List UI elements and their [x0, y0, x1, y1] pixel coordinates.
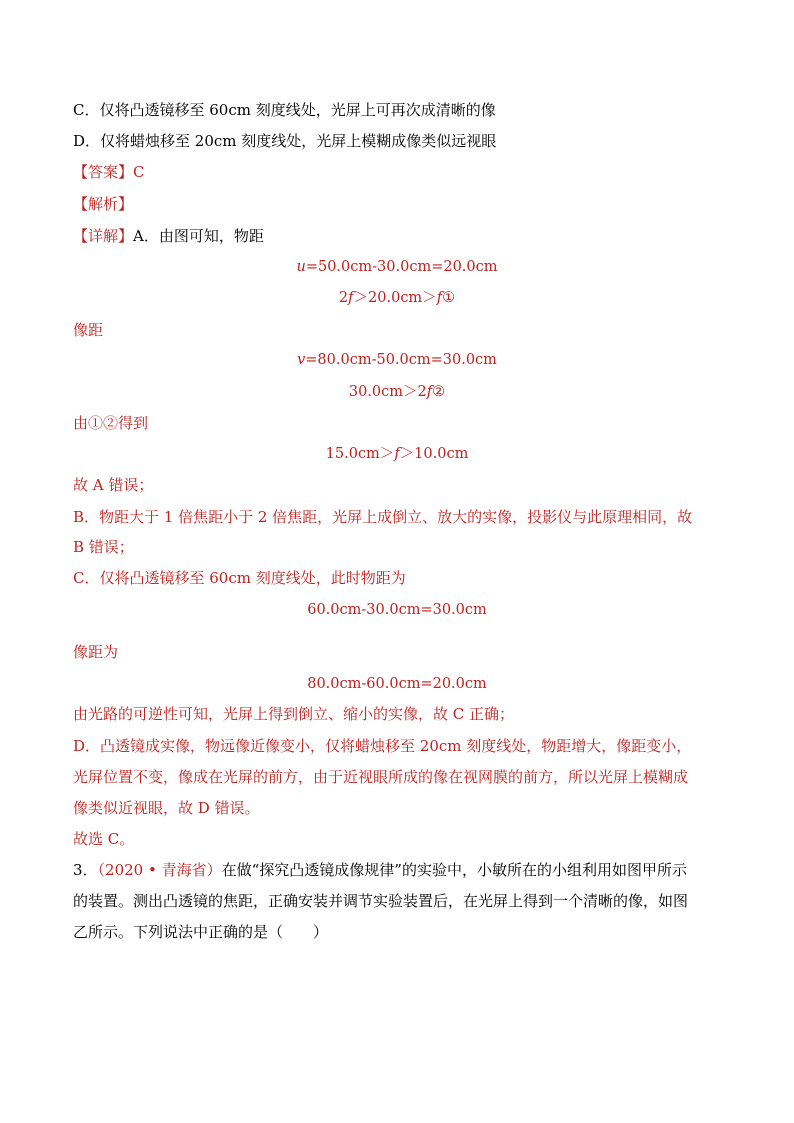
equation-image-distance: 80.0cm-60.0cm=20.0cm — [307, 676, 487, 692]
eq2-circle-1: ① — [442, 290, 456, 306]
option-c-text: C．仅将凸透镜移至 60cm 刻度线处，光屏上可再次成清晰的像 — [73, 101, 496, 119]
eq2-f1: f — [348, 290, 354, 306]
eq2-part-b: ＞20.0cm＞ — [353, 290, 437, 306]
question-3-line2: 的装置。测出凸透镜的焦距，正确安装并调节实验装置后，在光屏上得到一个清晰的像，如图 — [73, 892, 689, 910]
answer-tag: 【答案】 — [73, 163, 134, 181]
c-conclusion: 由光路的可逆性可知，光屏上得到倒立、缩小的实像，故 C 正确； — [73, 705, 515, 723]
answer-value: C — [133, 163, 145, 181]
question-3-source: （2020 • 青海省） — [97, 861, 222, 879]
eq5-part-a: 15.0cm＞ — [325, 446, 395, 462]
detail-a-text: A．由图可知，物距 — [133, 227, 264, 245]
d-explanation-line3: 像类似近视眼，故 D 错误。 — [73, 799, 260, 817]
b-explanation-line1: B．物距大于 1 倍焦距小于 2 倍焦距，光屏上成倒立、放大的实像，投影仪与此原理相同，故 — [73, 508, 693, 526]
analysis-tag: 【解析】 — [73, 195, 134, 213]
option-d-text: D．仅将蜡烛移至 20cm 刻度线处，光屏上模糊成像类似远视眼 — [73, 132, 497, 150]
question-3-line1 — [73, 860, 687, 880]
equation-30-ineq — [0, 382, 794, 402]
choose-answer: 故选 C。 — [73, 830, 135, 848]
answer-line — [73, 162, 145, 182]
equation-u — [0, 257, 794, 277]
detail-tag: 【详解】 — [73, 227, 134, 245]
eq4-circle-2: ② — [432, 384, 446, 400]
equation-u-rest: =50.0cm-30.0cm=20.0cm — [305, 259, 498, 275]
eq2-part-a: 2 — [338, 290, 349, 306]
image-distance-label: 像距 — [73, 321, 104, 339]
eq5-f: f — [394, 446, 400, 462]
equation-f-range — [0, 444, 794, 464]
question-3-text: 在做“探究凸透镜成像规律”的实验中，小敏所在的小组利用如图甲所示 — [221, 861, 687, 879]
eq2-f2: f — [436, 290, 443, 306]
c-explanation-line: C．仅将凸透镜移至 60cm 刻度线处，此时物距为 — [73, 569, 406, 587]
var-v: v — [297, 352, 306, 368]
from-12-text: 由①②得到 — [73, 414, 149, 432]
a-wrong-text: 故 A 错误； — [73, 476, 154, 494]
eq4-part-a: 30.0cm＞2 — [348, 384, 427, 400]
equation-v — [0, 350, 794, 370]
eq4-f: f — [426, 384, 433, 400]
image-distance-label-2: 像距为 — [73, 643, 119, 661]
d-explanation-line1: D．凸透镜成实像，物远像近像变小，仅将蜡烛移至 20cm 刻度线处，物距增大，像距变小， — [73, 737, 692, 755]
var-u: u — [296, 259, 306, 275]
equation-object-distance: 60.0cm-30.0cm=30.0cm — [307, 602, 487, 618]
question-3-number: 3． — [73, 861, 98, 879]
b-explanation-line2: B 错误； — [73, 538, 134, 556]
question-3-line3: 乙所示。下列说法中正确的是（ ） — [73, 923, 329, 941]
equation-2f-ineq — [0, 288, 794, 308]
d-explanation-line2: 光屏位置不变，像成在光屏的前方，由于近视眼所成的像在视网膜的前方，所以光屏上模糊成 — [73, 768, 689, 786]
eq5-part-b: ＞10.0cm — [399, 446, 469, 462]
detail-line — [73, 226, 264, 246]
equation-v-rest: =80.0cm-50.0cm=30.0cm — [305, 352, 497, 368]
